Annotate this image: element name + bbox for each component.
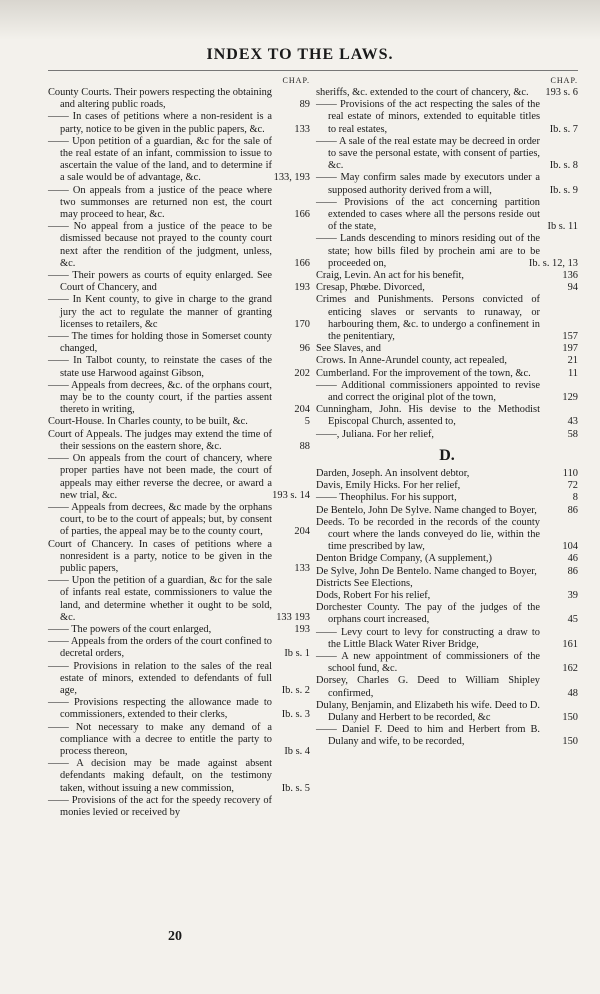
index-entry xyxy=(48,429,310,453)
index-entry xyxy=(48,722,310,759)
index-entry xyxy=(316,566,578,578)
right-column xyxy=(316,76,578,749)
index-entry xyxy=(48,111,310,135)
entry-text: Dorchester County. The pay of the judges of the orphans court increased, xyxy=(316,602,540,626)
chapter-ref: 166 xyxy=(294,257,310,269)
index-entry xyxy=(48,624,310,636)
index-entry xyxy=(316,282,578,294)
chapter-ref: 110 xyxy=(562,467,578,479)
page-edge xyxy=(0,0,600,40)
left-column xyxy=(48,76,310,819)
right-entries-c xyxy=(316,87,578,441)
entry-text: —— In Talbot county, to reinstate the cases of the state use Harwood against Gibson, xyxy=(48,355,272,379)
chapter-ref: 136 xyxy=(562,270,578,282)
index-entry xyxy=(48,416,310,428)
entry-text: Districts See Elections, xyxy=(316,577,413,589)
chapter-ref: 162 xyxy=(562,663,578,675)
entry-text: Dorsey, Charles G. Deed to William Shipley confirmed, xyxy=(316,675,540,699)
index-entry xyxy=(316,355,578,367)
index-entry xyxy=(316,578,578,590)
index-entry xyxy=(48,270,310,294)
entry-text: Court of Appeals. The judges may extend the time of their sessions on the eastern shore, &c. xyxy=(48,428,272,452)
index-entry xyxy=(316,368,578,380)
index-entry xyxy=(316,724,578,748)
entry-text: Crimes and Punishments. Persons convicted of enticing slaves or servants to runaway, or harbouring them, &c. to undergo a confinement in the penitentiary, xyxy=(316,294,540,343)
index-entry xyxy=(316,468,578,480)
index-entry xyxy=(48,502,310,539)
chapter-ref: Ib. s. 9 xyxy=(549,184,578,196)
index-entry xyxy=(316,197,578,234)
entry-text: —— A decision may be made against absent defendants making default, on the testimony taken, without issuing a new commission, xyxy=(48,758,272,794)
entry-text: —— Daniel F. Deed to him and Herbert from B. Dulany and wife, to be recorded, xyxy=(316,724,540,748)
chapter-ref: 204 xyxy=(294,404,310,416)
entry-text: —— Levy court to levy for constructing a draw to the Little Black Water River Bridge, xyxy=(316,626,540,650)
chapter-ref: Ib. s. 5 xyxy=(281,782,310,794)
chapter-ref: Ib. s. 12, 13 xyxy=(528,257,578,269)
entry-text: —— A sale of the real estate may be decreed in order to save the personal estate, with consent of parties, &c. xyxy=(316,135,540,172)
entry-text: —— Not necessary to make any demand of a compliance with a decree to entitle the party to process thereon, xyxy=(48,721,272,757)
entry-text: —— Appeals from the orders of the court confined to decretal orders, xyxy=(48,636,272,660)
entry-text: —— Theophilus. For his support, xyxy=(316,492,457,504)
entry-text: Denton Bridge Company, (A supplement,) xyxy=(316,553,492,565)
entry-text: Cunningham, John. His devise to the Methodist Episcopal Church, assented to, xyxy=(316,404,540,428)
index-entry xyxy=(316,270,578,282)
index-entry xyxy=(316,99,578,136)
chapter-ref: 133 xyxy=(294,562,310,574)
entry-text: De Sylve, John De Bentelo. Name changed to Boyer, xyxy=(316,565,537,577)
chapter-ref: 8 xyxy=(572,492,578,504)
index-entry xyxy=(48,661,310,698)
index-entry xyxy=(48,380,310,417)
index-entry xyxy=(48,795,310,819)
chapter-ref: 150 xyxy=(562,736,578,748)
entry-text: —— May confirm sales made by executors under a supposed authority derived from a will, xyxy=(316,172,540,196)
index-entry xyxy=(316,294,578,343)
chapter-ref: 166 xyxy=(294,209,310,221)
entry-text: De Bentelo, John De Sylve. Name changed to Boyer, xyxy=(316,504,537,516)
chapter-ref: 129 xyxy=(562,392,578,404)
chap-header: CHAP. xyxy=(550,76,578,85)
chapter-ref: Ib. s. 8 xyxy=(549,160,578,172)
index-entry xyxy=(316,517,578,554)
right-entries-d xyxy=(316,468,578,749)
index-entry xyxy=(316,675,578,699)
chapter-ref: 133, 193 xyxy=(273,172,310,184)
chapter-ref: 89 xyxy=(299,99,310,111)
chapter-ref: Ib. s. 7 xyxy=(549,123,578,135)
entry-text: —— In Kent county, to give in charge to the grand jury the act to regulate the manner of granting licenses to retailers, &c xyxy=(48,294,272,330)
entry-text: Court-House. In Charles county, to be built, &c. xyxy=(48,416,248,428)
entry-text: —— In cases of petitions where a non-resident is a party, notice to be given in the public papers, &c. xyxy=(48,111,272,135)
entry-text: sheriffs, &c. extended to the court of chancery, &c. xyxy=(316,87,529,98)
index-entry xyxy=(316,480,578,492)
chapter-ref: 193 xyxy=(294,623,310,635)
entry-text: —— On appeals from the court of chancery, where proper parties have not been made, the court of appeals may either reverse the decree, or award a new trial, &c. xyxy=(48,453,272,501)
entry-text: —— Provisions in relation to the sales of the real estate of minors, extended to defendants of full age, xyxy=(48,660,272,696)
entry-text: Cresap, Phœbe. Divorced, xyxy=(316,282,425,294)
chapter-ref: 43 xyxy=(567,416,578,428)
index-entry xyxy=(316,492,578,504)
entry-text: Craig, Levin. An act for his benefit, xyxy=(316,270,465,282)
index-entry xyxy=(48,136,310,185)
chapter-ref: 193 xyxy=(294,282,310,294)
entry-text: —— The times for holding those in Somerset county changed, xyxy=(48,331,272,355)
index-entry xyxy=(316,505,578,517)
entry-text: —— Lands descending to minors residing out of the state; how bills filed by prochein ami are to be proceeded on, xyxy=(316,233,540,269)
section-letter: D. xyxy=(439,446,455,464)
chapter-ref: 133 193 xyxy=(276,611,310,623)
chapter-ref: 45 xyxy=(567,614,578,626)
entry-text: —— A new appointment of commissioners of the school fund, &c. xyxy=(316,650,540,675)
chapter-ref: Ib s. 11 xyxy=(547,221,578,233)
index-entry xyxy=(316,343,578,355)
entry-text: —— Provisions of the act concerning partition extended to cases where all the persons reside out of the state, xyxy=(316,196,540,233)
chapter-ref: Ib s. 1 xyxy=(284,648,310,660)
index-entry xyxy=(316,429,578,441)
index-entry xyxy=(316,700,578,724)
chapter-ref: 88 xyxy=(299,440,310,452)
entry-text: —— On appeals from a justice of the peace where two summonses are returned non est, the court may proceed to hear, &c. xyxy=(48,184,272,221)
chapter-ref: 150 xyxy=(562,711,578,723)
index-entry xyxy=(316,136,578,173)
entry-text: See Slaves, and xyxy=(316,343,381,355)
entry-text: —— The powers of the court enlarged, xyxy=(48,623,212,635)
index-entry xyxy=(48,294,310,331)
index-entry xyxy=(48,453,310,502)
index-entry xyxy=(48,758,310,795)
chapter-ref: 46 xyxy=(567,553,578,565)
chapter-ref: 170 xyxy=(294,318,310,330)
entry-text: —— Provisions of the act for the speedy recovery of monies levied or received by xyxy=(48,794,272,818)
chapter-ref: 193 s. 6 xyxy=(545,87,578,98)
entry-text: —— Additional commissioners appointed to revise and correct the original plot of the town, xyxy=(316,379,540,404)
index-entry xyxy=(316,380,578,404)
chapter-ref: 39 xyxy=(567,589,578,601)
page-title: INDEX TO THE LAWS. xyxy=(206,46,394,63)
chapter-ref: 5 xyxy=(304,416,310,428)
page-number: 20 xyxy=(168,929,182,944)
chapter-ref: 21 xyxy=(567,355,578,367)
chapter-ref: 204 xyxy=(294,526,310,538)
title-rule xyxy=(48,70,578,71)
index-entry xyxy=(48,185,310,222)
entry-text: —— No appeal from a justice of the peace to be dismissed because not prayed to the county court next after the rendition of the judgment, unless, &c. xyxy=(48,221,272,269)
entry-text: —— Provisions of the act respecting the sales of the real estate of minors, extended to equitable titles to real estates, xyxy=(316,99,540,135)
index-entry xyxy=(316,404,578,428)
entry-text: Court of Chancery. In cases of petitions where a nonresident is a party, notice to be given in the public papers, xyxy=(48,538,272,574)
entry-text: Crows. In Anne-Arundel county, act repealed, xyxy=(316,355,507,367)
index-entry xyxy=(316,627,578,651)
chapter-ref: 94 xyxy=(567,282,578,294)
chapter-ref: 161 xyxy=(562,638,578,650)
entry-text: —— Appeals from decrees, &c. of the orphans court, may be to the county court, if the parties assent thereto in writing, xyxy=(48,379,272,416)
index-entry xyxy=(316,233,578,270)
entry-text: —— Provisions respecting the allowance made to commissioners, extended to their clerks, xyxy=(48,697,272,721)
entry-text: —— Upon petition of a guardian, &c for the sale of the real estate of an infant, commission to issue to ascertain the value of the land, and to determine if a sale would be of advantage, &c. xyxy=(48,135,272,184)
entry-text: Dods, Robert For his relief, xyxy=(316,589,431,601)
entry-text: Cumberland. For the improvement of the town, &c. xyxy=(316,367,531,379)
entry-text: —— Upon the petition of a guardian, &c for the sale of infants real estate, commissioners to value the land, and determine whether it ought to be sold, &c. xyxy=(48,575,272,623)
index-entry xyxy=(48,575,310,624)
chapter-ref: 86 xyxy=(567,504,578,516)
chapter-ref: 157 xyxy=(562,331,578,343)
chapter-ref: 193 s. 14 xyxy=(272,489,310,501)
index-entry xyxy=(48,221,310,270)
entry-text: ——, Juliana. For her relief, xyxy=(316,428,435,440)
index-entry xyxy=(316,553,578,565)
entry-text: Darden, Joseph. An insolvent debtor, xyxy=(316,467,470,479)
index-entry xyxy=(316,172,578,196)
chapter-ref: 96 xyxy=(299,343,310,355)
chapter-ref: Ib. s. 2 xyxy=(281,684,310,696)
chapter-ref: 58 xyxy=(567,428,578,440)
index-entry xyxy=(316,590,578,602)
chapter-ref: 48 xyxy=(567,687,578,699)
index-entry xyxy=(48,636,310,660)
chap-header: CHAP. xyxy=(282,76,310,85)
index-entry xyxy=(316,651,578,675)
chapter-ref: 11 xyxy=(567,367,578,379)
index-entry xyxy=(316,87,578,99)
index-entry xyxy=(48,697,310,721)
index-entry xyxy=(316,602,578,626)
chapter-ref: 86 xyxy=(567,565,578,577)
entry-text: —— Their powers as courts of equity enlarged. See Court of Chancery, and xyxy=(48,270,272,294)
entry-text: County Courts. Their powers respecting the obtaining and altering public roads, xyxy=(48,87,272,111)
index-entry xyxy=(48,331,310,355)
entry-text: Davis, Emily Hicks. For her relief, xyxy=(316,480,461,492)
entry-text: —— Appeals from decrees, &c made by the orphans court, to be to the court of appeals; but, by consent of parties, the appeal may be to the county court, xyxy=(48,501,272,538)
index-entry xyxy=(48,87,310,111)
chapter-ref: 202 xyxy=(294,367,310,379)
entry-text: Deeds. To be recorded in the records of the county court where the lands conveyed do lie, within the time prescribed by law, xyxy=(316,516,540,553)
entry-text: Dulany, Benjamin, and Elizabeth his wife. Deed to D. Dulany and Herbert to be recorded, &c xyxy=(316,699,540,723)
index-entry xyxy=(48,539,310,576)
chapter-ref: 104 xyxy=(562,541,578,553)
chapter-ref: Ib s. 4 xyxy=(284,745,310,757)
index-entry xyxy=(48,355,310,379)
chapter-ref: Ib. s. 3 xyxy=(281,709,310,721)
chapter-ref: 72 xyxy=(567,480,578,492)
chapter-ref: 133 xyxy=(294,123,310,135)
chapter-ref: 197 xyxy=(562,343,578,355)
